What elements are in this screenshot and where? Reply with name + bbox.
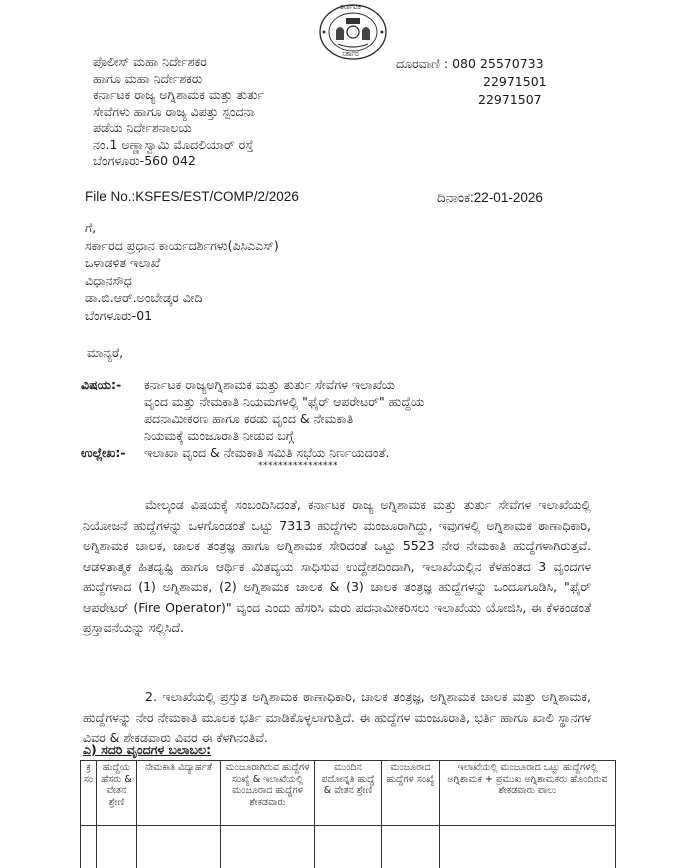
- address-line: ಹಾಗೂ ಮಹಾ ನಿರ್ದೇಶಕರು: [93, 71, 264, 88]
- header-cell-post-name: ಹುದ್ದೆಯ ಹೆಸರು & ವೇತನ ಶ್ರೇಣಿ: [97, 761, 137, 826]
- address-line: ಪೊಲೀಸ್ ಮಹಾ ನಿರ್ದೇಶಕರ: [93, 54, 264, 71]
- sender-address: [93, 54, 264, 170]
- recipient-line: ಗೆ,: [85, 219, 279, 237]
- separator-stars: ****************: [258, 461, 338, 471]
- recipient-line: ಡಾ.ಬಿ.ಆರ್.ಅಂಬೇಡ್ಕರ ವೀದಿ: [85, 289, 279, 307]
- header-cell-share-percentage: ಇಲಾಖೆಯಲ್ಲಿ ಮಂಜೂರಾದ ಒಟ್ಟು ಹುದ್ದೆಗಳಲ್ಲಿ ಅಗ್ನಿಶಾಮಕ + ಪ್ರಮುಖ ಅಗ್ನಿಶಾಮಕರು ಹೊಂದಿರುವ ಶೇಕಡವಾರು ಪಾಲು: [440, 761, 616, 826]
- paragraph-text: ಮೇಲ್ಕಂಡ ವಿಷಯಕ್ಕೆ ಸಂಬಂದಿಸಿದಂತೆ, ಕರ್ನಾಟಕ ರಾಜ್ಯ ಅಗ್ನಿಶಾಮಕ ಮತ್ತು ತುರ್ತು ಸೇವೆಗಳ ಇಲಾಖೆಯಲ್ಲಿ ನಿಯೋಜನೆ ಹುದ್ದೆಗಳನ್ನು ಒಳಗೊಂಡಂತೆ ಒಟ್ಟು 7313 ಹುದ್ದೆಗಳು ಮಂಜೂರಾಗಿದ್ದು, ಇವುಗಳಲ್ಲಿ ಅಗ್ನಿಶಾಮಕ ಠಾಣಾಧಿಕಾರಿ, ಅಗ್ನಿಶಾಮಕ ಚಾಲಕ, ಚಾಲಕ ತಂತ್ರಜ್ಞ ಹಾಗೂ ಅಗ್ನಿಶಾಮಕ ಸೇರಿದಂತೆ ಒಟ್ಟು 5523 ನೇರ ನೇಮಕಾತಿ ಹುದ್ದೆಗಳಾಗಿರುತ್ತವೆ. ಆಡಳಿತಾತ್ಮಕ ಹಿತದೃಷ್ಟಿ ಹಾಗೂ ಆರ್ಥಿಕ ಮಿತವ್ಯಯ ಸಾಧಿಸುವ ಉದ್ದೇಶದಿಂದಾಗಿ, ಇಲಾಖೆಯಲ್ಲಿನ ಕೆಳಹಂತದ 3 ವೃಂದಗಳ ಹುದ್ದೆಗಳಾದ (1) ಅಗ್ನಿಶಾಮಕ, (2) ಅಗ್ನಿಶಾಮಕ ಚಾಲಕ & (3) ಚಾಲಕ ತಂತ್ರಜ್ಞ ಹುದ್ದೆಗಳನ್ನು ಒಂದೂಗೂಡಿಸಿ, "ಫೈರ್ ಆಪರೇಟರ್ (Fire Operator)" ವೃಂದ ಎಂದು ಹೆಸರಿಸಿ ಮರು ಪದನಾಮೀಕರಿಸಲು ಇಲಾಖೆಯು ಯೋಜಿಸಿ, ಈ ಕೆಳಕಂಡಂತೆ ಪ್ರಸ್ತಾವನೆಯನ್ನು ಸಲ್ಲಿಸಿದೆ.: [83, 497, 591, 635]
- subject-line: ಕರ್ನಾಟಕ ರಾಜ್ಯಅಗ್ನಿಶಾಮಕ ಮತ್ತು ತುರ್ತು ಸೇವೆಗಳ ಇಲಾಖೆಯ: [144, 376, 424, 393]
- phone-block: [396, 55, 547, 109]
- emblem-bottom-text: ಸರ್ಕಾರ: [342, 50, 359, 59]
- table-row: [81, 826, 616, 868]
- recipient-line: ವಿಧಾನಸೌಧ: [85, 272, 279, 290]
- table-cell: [97, 826, 137, 868]
- address-line: ನಂ.1 ಅಣ್ಣಾಸ್ವಾಮಿ ಮೊದಲಿಯಾರ್ ರಸ್ತೆ: [93, 137, 264, 154]
- cadre-strength-table: [80, 760, 616, 868]
- table-cell: [81, 826, 97, 868]
- address-line: ಕರ್ನಾಟಕ ರಾಜ್ಯ ಅಗ್ನಿಶಾಮಕ ಮತ್ತು ತುರ್ತು: [93, 87, 264, 104]
- body-paragraph-2: [83, 687, 591, 749]
- table-cell: [440, 826, 616, 868]
- recipient-address: [85, 219, 279, 324]
- recipient-line: ಬೆಂಗಳೂರು-01: [85, 307, 279, 325]
- reference-label: ಉಲ್ಲೇಖ:-: [81, 444, 144, 461]
- subject-line: ನಿಯಮಕ್ಕೆ ಮಂಜೂರಾತಿ ನೀಡುವ ಬಗ್ಗೆ: [144, 427, 424, 444]
- subject-line: ಪದನಾಮೀಕರಣ ಹಾಗೂ ಕರಡು ವೃಂದ & ನೇಮಕಾತಿ: [144, 410, 424, 427]
- table-title: ಎ) ಸದರಿ ವೃಂದಗಳ ಬಲಾಬಲ:: [83, 742, 211, 758]
- table-cell: [382, 826, 440, 868]
- letter-date: ದಿನಾಂಕ:22-01-2026: [437, 190, 543, 206]
- body-paragraph-1: [83, 495, 591, 639]
- header-cell-next-promotion: ಮುಂದಿನ ಪದೋನ್ನತಿ ಹುದ್ದೆ & ವೇತನ ಶ್ರೇಣಿ: [315, 761, 382, 826]
- subject-row: [81, 376, 424, 444]
- recipient-line: ಸರ್ಕಾರದ ಪ್ರಧಾನ ಕಾರ್ಯದರ್ಶಿಗಳು(ಪಿಸಿಎಎಸ್): [85, 237, 279, 255]
- header-cell-sanctioned-count: ಮಂಜೂರಾದ ಹುದ್ದೆಗಳ ಸಂಖ್ಯೆ: [382, 761, 440, 826]
- table-cell: [315, 826, 382, 868]
- phone-primary: ದೂರವಾಣಿ : 080 25570733: [396, 55, 547, 73]
- phone-tertiary: 22971507: [396, 91, 547, 109]
- subject-block: [81, 376, 424, 461]
- table-cell: [221, 826, 315, 868]
- reference-text: ಇಲಾಖಾ ವೃಂದ & ನೇಮಕಾತಿ ಸಮಿತಿ ಸಭೆಯ ನಿರ್ಣಯದಂತೆ.: [144, 444, 390, 461]
- emblem-top-text: ಕರ್ನಾಟಕ: [340, 3, 361, 12]
- address-line: ಪಡೆಯ ನಿರ್ದೇಶನಾಲಯ: [93, 120, 264, 137]
- subject-text: [144, 376, 424, 444]
- salutation: ಮಾನ್ಯರೆ,: [87, 345, 123, 361]
- phone-secondary: 22971501: [396, 73, 547, 91]
- subject-line: ವೃಂದ ಮತ್ತು ನೇಮಕಾತಿ ನಿಯಮಗಳಲ್ಲಿ "ಫೈರ್ ಆಪರೇಟರ್" ಹುದ್ದೆಯ: [144, 393, 424, 410]
- address-line: ಬೆಂಗಳೂರು-560 042: [93, 153, 264, 170]
- header-cell-sl-no: ಕ್ರ ಸಂ: [81, 761, 97, 826]
- address-line: ಸೇವೆಗಳು ಹಾಗೂ ರಾಜ್ಯ ವಿಪತ್ತು ಸ್ಪಂದನಾ: [93, 104, 264, 121]
- table-cell: [137, 826, 221, 868]
- state-emblem: [318, 2, 388, 62]
- recipient-line: ಒಳಾಡಳಿತ ಇಲಾಖೆ: [85, 254, 279, 272]
- header-cell-qualification: ನೇಮಕಾತಿ ವಿದ್ಯಾರ್ಹತೆ: [137, 761, 221, 826]
- file-number: File No.:KSFES/EST/COMP/2/2026: [85, 189, 299, 204]
- paragraph-text: 2. ಇಲಾಖೆಯಲ್ಲಿ ಪ್ರಸ್ತುತ ಅಗ್ನಿಶಾಮಕ ಠಾಣಾಧಿಕಾರಿ, ಚಾಲಕ ತಂತ್ರಜ್ಞ, ಅಗ್ನಿಶಾಮಕ ಚಾಲಕ ಮತ್ತು ಅಗ್ನಿಶಾಮಕ, ಹುದ್ದೆಗಳನ್ನು ನೇರ ನೇಮಕಾತಿ ಮೂಲಕ ಭರ್ತಿ ಮಾಡಿಕೊಳ್ಳಲಾಗುತ್ತಿದೆ. ಈ ಹುದ್ದೆಗಳ ಮಂಜೂರಾತಿ, ಭರ್ತಿ ಹಾಗೂ ಖಾಲಿ ಸ್ಥಾನಗಳ ವಿವರ & ಶೇಕಡವಾರು ವಿವರ ಈ ಕೆಳಗಿನಂತಿವೆ.: [83, 689, 591, 745]
- header-cell-sanctioned-posts: ಮಂಜೂರಾಗಿರುವ ಹುದ್ದೆಗಳ ಸಂಖ್ಯೆ & ಇಲಾಖೆಯಲ್ಲಿ ಮಂಜೂರಾದ ಹುದ್ದೆಗಳ ಶೇಕಡವಾರು: [221, 761, 315, 826]
- reference-row: [81, 444, 424, 461]
- table-header-row: [81, 761, 616, 826]
- subject-label: ವಿಷಯ:-: [81, 376, 144, 444]
